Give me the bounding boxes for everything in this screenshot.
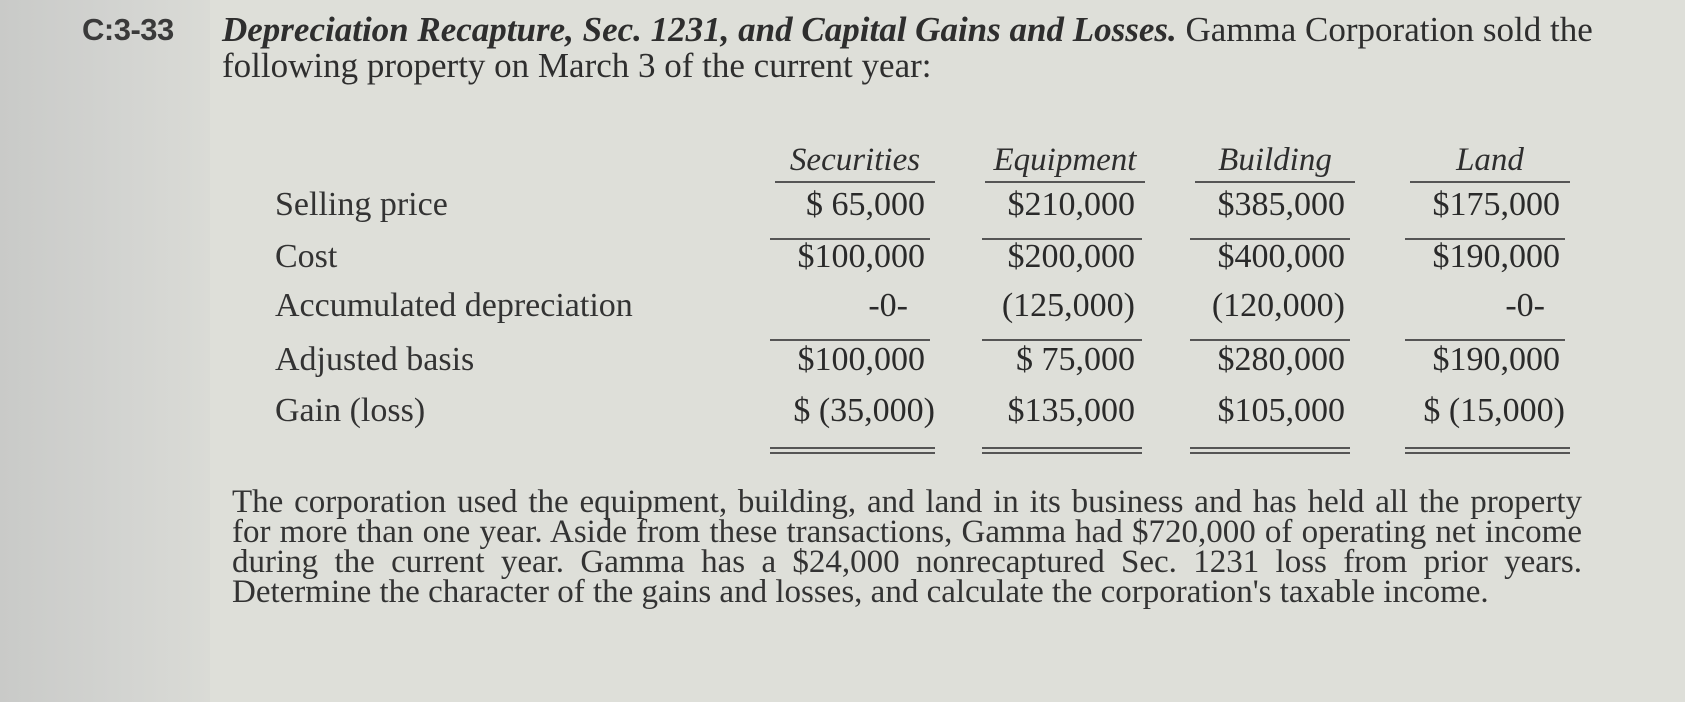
cell-equipment-cost: $200,000 <box>1007 238 1135 275</box>
row-label-cost: Cost <box>275 238 338 275</box>
cell-land-selling-price: $175,000 <box>1432 186 1560 223</box>
cell-equipment-gain-loss: $135,000 <box>1007 392 1135 429</box>
row-label-accumulated-depreciation: Accumulated depreciation <box>275 287 633 324</box>
cell-land-accum-depr: -0- <box>1505 287 1545 324</box>
cell-land-adjusted-basis: $190,000 <box>1432 341 1560 378</box>
row-label-gain-loss: Gain (loss) <box>275 392 426 429</box>
cell-building-selling-price: $385,000 <box>1217 186 1345 223</box>
cell-equipment-selling-price: $210,000 <box>1007 186 1135 223</box>
cell-land-gain-loss: $ (15,000) <box>1423 392 1565 429</box>
cell-building-adjusted-basis: $280,000 <box>1217 341 1345 378</box>
cell-building-gain-loss: $105,000 <box>1217 392 1345 429</box>
cell-securities-gain-loss: $ (35,000) <box>793 392 935 429</box>
row-label-adjusted-basis: Adjusted basis <box>275 341 475 378</box>
column-header-securities: Securities <box>775 142 935 183</box>
cell-equipment-adjusted-basis: $ 75,000 <box>1016 341 1135 378</box>
column-header-building: Building <box>1195 142 1355 183</box>
cell-land-cost: $190,000 <box>1432 238 1560 275</box>
cell-building-cost: $400,000 <box>1217 238 1345 275</box>
cell-equipment-accum-depr: (125,000) <box>1001 287 1135 324</box>
cell-securities-accum-depr: -0- <box>868 287 908 324</box>
cell-securities-adjusted-basis: $100,000 <box>797 341 925 378</box>
column-header-equipment: Equipment <box>985 142 1145 183</box>
problem-body-paragraph: The corporation used the equipment, building, and land in its business and has held all the property for more than one year. Aside from these transactions, Gamma had $720,000 of operating net income during the current year. Gamma has a $24,000 nonrecaptured Sec. 1231 loss from prior years. Determine the character of the gains and losses, and calculate the corporation's taxable income. <box>232 484 1582 610</box>
double-rule-equipment <box>982 447 1142 454</box>
page-gutter <box>0 0 210 702</box>
cell-securities-selling-price: $ 65,000 <box>806 186 925 223</box>
double-rule-securities <box>770 447 935 454</box>
column-header-land: Land <box>1410 142 1570 183</box>
cell-securities-cost: $100,000 <box>797 238 925 275</box>
row-label-selling-price: Selling price <box>275 186 448 223</box>
cell-building-accum-depr: (120,000) <box>1211 287 1345 324</box>
double-rule-building <box>1190 447 1350 454</box>
problem-intro-text: Gamma Corporation sold the following property on March 3 of the current year: <box>222 10 1593 85</box>
problem-intro <box>222 12 1642 84</box>
double-rule-land <box>1405 447 1570 454</box>
problem-number: C:3-33 <box>82 12 174 47</box>
problem-title: Depreciation Recapture, Sec. 1231, and Capital Gains and Losses. <box>222 10 1177 49</box>
